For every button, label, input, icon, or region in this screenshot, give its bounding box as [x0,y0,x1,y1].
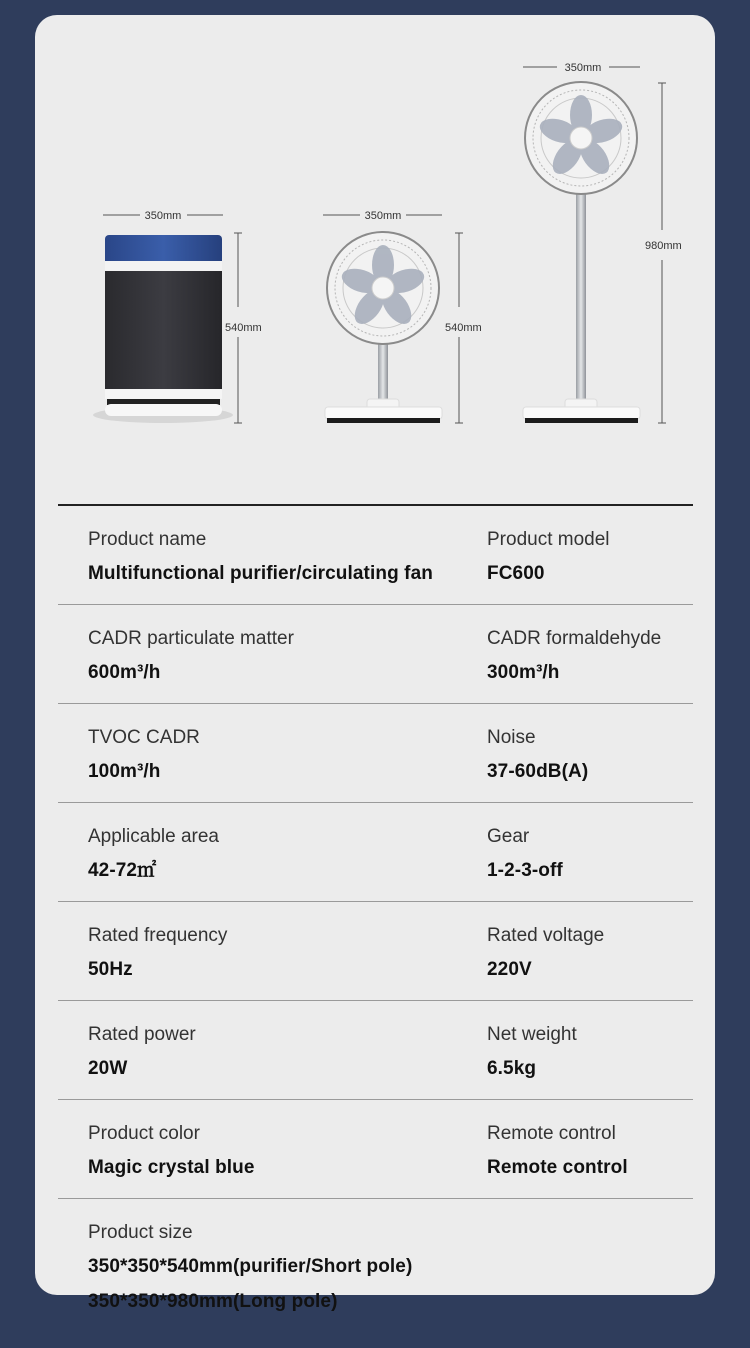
spec-label: CADR formaldehyde [487,628,662,649]
spec-cell [88,1021,487,1083]
product-illustration [35,15,715,495]
spec-row-area [58,803,693,902]
spec-value: 37-60dB(A) [487,761,589,782]
spec-value: 350*350*540mm(purifier/Short pole) [88,1256,413,1277]
spec-label: Product size [88,1222,193,1243]
spec-label: Product name [88,529,207,550]
spec-label: TVOC CADR [88,727,200,748]
spec-value: FC600 [487,563,545,584]
spec-label: Rated power [88,1024,196,1045]
spec-cell [88,1120,487,1182]
spec-cell [88,922,487,984]
spec-cell [487,724,687,786]
spec-value: 20W [88,1058,128,1079]
spec-cell [88,724,487,786]
spec-value: 300m³/h [487,662,560,683]
spec-label: Gear [487,826,530,847]
svg-text:350mm: 350mm [364,210,402,222]
svg-text:350mm: 350mm [144,210,182,222]
spec-label: Noise [487,727,536,748]
spec-cell [88,1219,412,1316]
spec-cell [88,526,487,588]
spec-label: Rated frequency [88,925,228,946]
spec-cell [88,823,487,885]
spec-cell [487,823,687,885]
spec-row-tvoc [58,704,693,803]
spec-row-cadr [58,605,693,704]
spec-row-frequency [58,902,693,1001]
spec-cell [487,922,687,984]
spec-value: 6.5kg [487,1058,537,1079]
short-fan-height-dimension [445,233,482,423]
svg-text:540mm: 540mm [445,322,482,334]
long-fan-image [523,82,640,423]
spec-value: 220V [487,959,532,980]
spec-label: Remote control [487,1123,616,1144]
spec-label: Product color [88,1123,200,1144]
spec-label: Rated voltage [487,925,605,946]
spec-cell [487,526,687,588]
spec-value: Remote control [487,1157,628,1178]
svg-text:540mm: 540mm [225,322,262,334]
spec-row-size [58,1199,693,1332]
long-fan-width-dimension [523,62,640,74]
spec-card [35,15,715,1312]
purifier-height-dimension [225,233,262,423]
spec-label: CADR particulate matter [88,628,294,649]
spec-table [58,504,693,1332]
short-fan-image [325,232,442,423]
spec-cell [487,1120,687,1182]
spec-cell [487,625,687,687]
spec-label: Applicable area [88,826,219,847]
svg-text:980mm: 980mm [645,240,682,252]
spec-value: 42-72㎡ [88,860,157,881]
svg-text:350mm: 350mm [564,62,602,74]
spec-label: Net weight [487,1024,577,1045]
spec-value: 350*350*980mm(Long pole) [88,1291,338,1312]
spec-cell [88,625,487,687]
spec-row-power [58,1001,693,1100]
long-fan-height-dimension [645,83,682,423]
spec-label: Product model [487,529,610,550]
short-fan-width-dimension [323,210,442,222]
spec-row-name [58,506,693,605]
spec-value: Multifunctional purifier/circulating fan [88,563,433,584]
spec-value: 50Hz [88,959,133,980]
spec-cell [487,1021,687,1083]
spec-value: 100m³/h [88,761,161,782]
spec-value: Magic crystal blue [88,1157,255,1178]
spec-row-color [58,1100,693,1199]
purifier-image [93,235,233,423]
purifier-width-dimension [103,210,223,222]
spec-value: 1-2-3-off [487,860,563,881]
spec-value: 600m³/h [88,662,161,683]
